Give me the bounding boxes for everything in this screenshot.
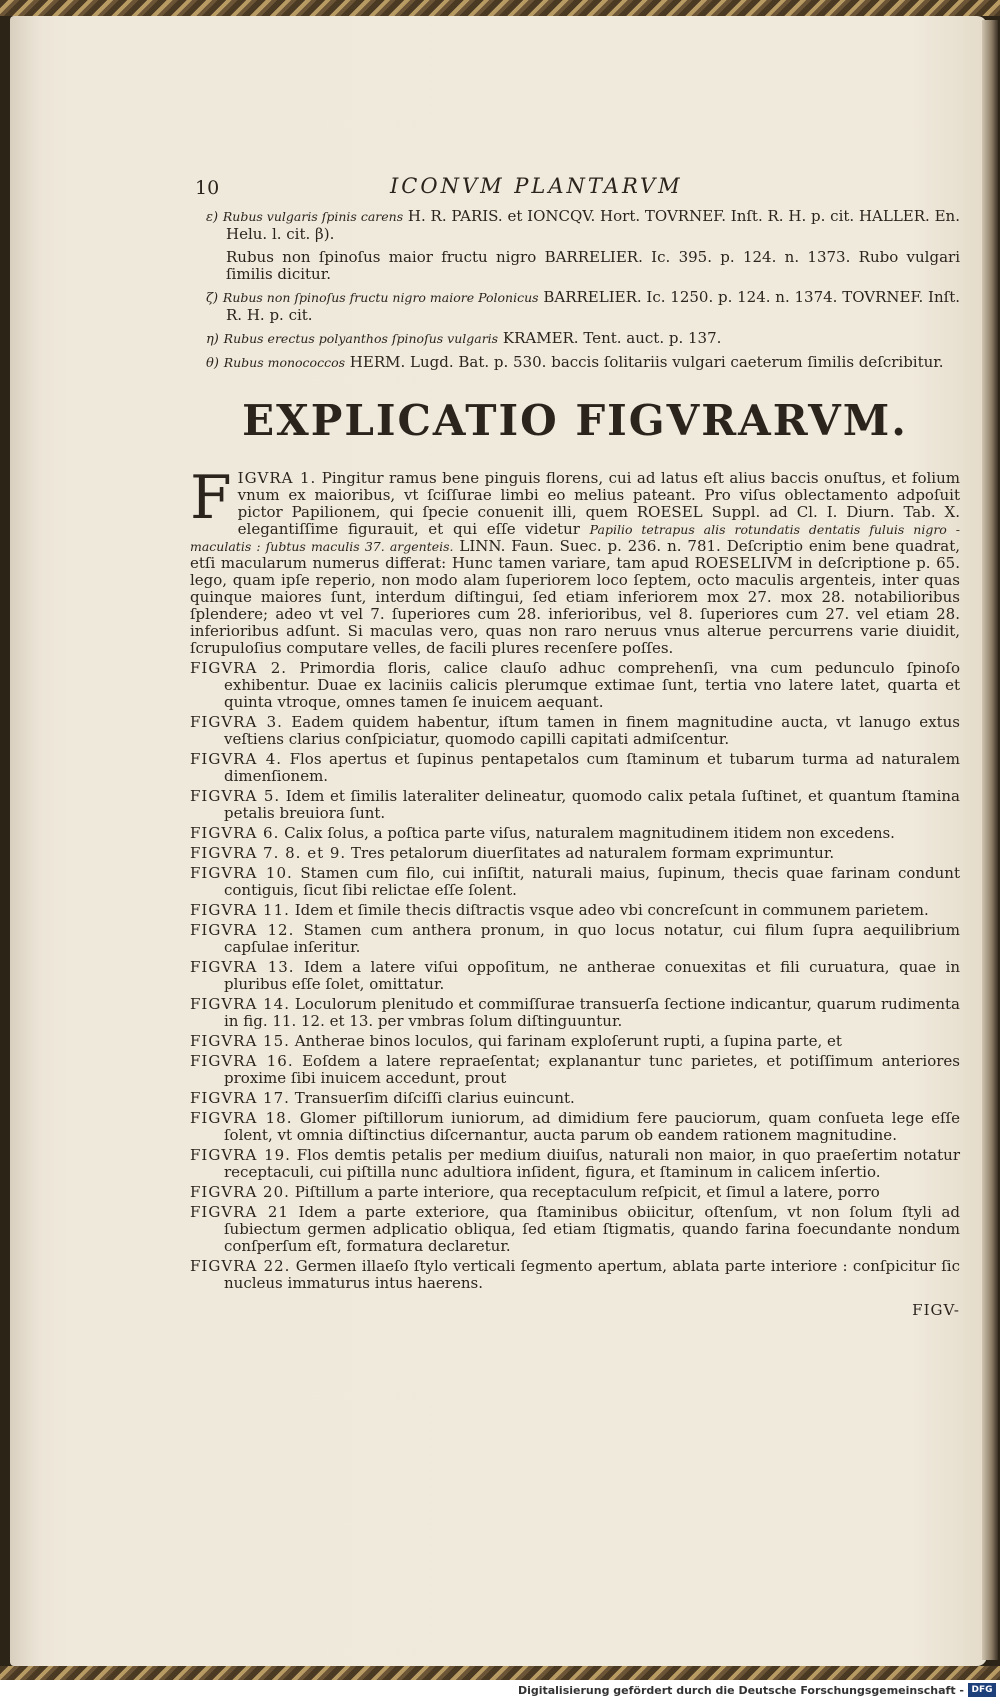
page-edge-shadow <box>982 20 998 1660</box>
figure-paragraph <box>190 865 960 899</box>
figure-label: FIGVRA 19. <box>190 1146 291 1164</box>
figure-paragraph <box>190 1053 960 1087</box>
figure-label: FIGVRA 6. <box>190 824 280 842</box>
figure-text: Flos demtis petalis per medium diuiſus, naturali non maior, in quo praeſertim notatur receptaculi, cui piſtilla nunc adultiora inſident, figura, et ſtaminum in calicem inſertio. <box>224 1146 960 1181</box>
figure-label: FIGVRA 22. <box>190 1257 291 1275</box>
figure-text: Transuerſim diſciſſi clarius euincunt. <box>294 1089 575 1107</box>
dfg-logo: DFG <box>968 1683 996 1697</box>
figure-text: Stamen cum anthera pronum, in quo locus notatur, cui filum ſupra aequilibrium capſulae inſeritur. <box>224 921 960 956</box>
figure-text: Loculorum plenitudo et commiſſurae transuerſa ſectione indicantur, quarum rudimenta in fig. 11. 12. et 13. per vmbras ſolum diſtinguuntur. <box>224 995 960 1030</box>
figure-text: Primordia floris, calice clauſo adhuc comprehenſi, vna cum pedunculo ſpinoſo exhibentur. Duae ex laciniis calicis plerumque extimae ſunt, tertia vno latere latet, quarta et quinta vtroque, omnes tamen ſe inuicem aequant. <box>224 659 961 711</box>
figure-label: FIGVRA 4. <box>190 750 283 768</box>
figure-text: Stamen cum filo, cui inſiſtit, naturali maius, ſupinum, thecis quae farinam condunt contiguis, ſicut ſibi relictae eſſe ſolent. <box>224 864 960 899</box>
bottom-binding-border <box>0 1666 1000 1680</box>
note-sub: Rubus non ſpinoſus maior fructu nigro BARRELIER. Ic. 395. p. 124. n. 1373. Rubo vulgari ſimilis dicitur. <box>226 248 960 283</box>
figure-text: Idem et ſimilis lateraliter delineatur, quomodo calix petala ſuſtinet, et quantum ſtamina petalis breuiora ſunt. <box>224 787 960 822</box>
figure-text: Idem et ſimile thecis diſtractis vsque adeo vbi concreſcunt in communem parietem. <box>294 901 929 919</box>
figure-label: FIGVRA 17. <box>190 1089 290 1107</box>
figure-paragraph <box>190 996 960 1030</box>
note-zeta: ζ) Rubus non ſpinoſus fructu nigro maiore Polonicus BARRELIER. Ic. 1250. p. 124. n. 1374. TOVRNEF. Inſt. R. H. p. cit. <box>206 288 960 324</box>
figure-paragraph <box>190 714 960 748</box>
figure-label: FIGVRA 18. <box>190 1109 293 1127</box>
page-number: 10 <box>195 177 220 199</box>
figure-paragraph <box>190 1184 960 1201</box>
figure-text: Flos apertus et ſupinus pentapetalos cum ſtaminum et tubarum turma ad naturalem dimenſionem. <box>224 750 960 785</box>
section-heading: EXPLICATIO FIGVRARVM. <box>242 396 908 445</box>
figure-text: Tres petalorum diuerſitates ad naturalem formam exprimuntur. <box>350 844 835 862</box>
figure-label: FIGVRA 2. <box>190 659 288 677</box>
figure-text: Antherae binos loculos, qui farinam exploſerunt rupti, a ſupina parte, et <box>294 1032 842 1050</box>
figure-paragraph <box>190 1110 960 1144</box>
figure-text: Idem a parte exteriore, qua ſtaminibus obiicitur, oſtenſum, vt non ſolum ſtyli ad ſubiectum germen adplicatio obliqua, ſed etiam ſtigmatis, quando farina foecundante nondum conſperſum eſt, formatura declaretur. <box>224 1203 960 1255</box>
figure-label: FIGVRA 15. <box>190 1032 290 1050</box>
figure-paragraph <box>190 751 960 785</box>
figure-paragraph <box>190 845 960 862</box>
top-binding-border <box>0 0 1000 16</box>
figure-paragraph <box>190 1033 960 1050</box>
figure-1-paragraph: FIGVRA 1. Pingitur ramus bene pinguis florens, cui ad latus eſt alius baccis onuſtus, et folium vnum ex maioribus, vt ſciſſurae limbi eo melius pateant. Pro viſus oblectamento adpoſuit pictor Papilionem, qui ſpecie conuenit illi, quem ROESEL Suppl. ad Cl. I. Diurn. Tab. X. elegantiſſime figurauit, et qui eſſe videtur Papilio tetrapus alis rotundatis dentatis fuluis nigro - maculatis : ſubtus maculis 37. argenteis. LINN. Faun. Suec. p. 236. n. 781. Deſcriptio enim bene quadrat, etſi macularum numerus differat: Hunc tamen variare, tam apud ROESELIVM in deſcriptione p. 65. lego, quam ipſe reperio, non modo alam ſuperiorem loco ſeptem, octo maculis argenteis, inter quas quinque maiores ſunt, interdum diſtingui, ſed etiam inferiorem mox 27. mox 28. notabilioribus ſplendere; adeo vt vel 7. ſuperiores cum 28. inferioribus, vel 8. ſuperiores cum 27. vel etiam 28. inferioribus adſunt. Si maculas vero, quas non raro neruus vnus alterue percurrens varie diuidit, ſcrupuloſius computare velles, de facili plures recenſere poſſes. <box>190 463 960 657</box>
figure-paragraph <box>190 959 960 993</box>
figure-label: FIGVRA 7. 8. et 9. <box>190 844 347 862</box>
figure-label: FIGVRA 5. <box>190 787 281 805</box>
figure-paragraph <box>190 825 960 842</box>
note-eta: η) Rubus erectus polyanthos ſpinoſus vulgaris KRAMER. Tent. auct. p. 137. <box>206 329 722 347</box>
figure-label: FIGVRA 16. <box>190 1052 294 1070</box>
figure-list <box>190 660 960 1292</box>
figure-text: Idem a latere viſui oppoſitum, ne antherae conuexitas et fili curuatura, quae in pluribus eſſe ſolet, omittatur. <box>224 958 960 993</box>
figure-label: FIGVRA 11. <box>190 901 290 919</box>
figure-text: Eadem quidem habentur, iſtum tamen in finem magnitudine aucta, vt lanugo extus veſtiens clarius conſpiciatur, quomodo capilli capitati admiſcentur. <box>224 713 960 748</box>
figure-text: Eoſdem a latere repraeſentat; explanantur tunc parietes, et potiſſimum anteriores proxime ſibi inuicem accedunt, prout <box>224 1052 960 1087</box>
note-theta: θ) Rubus monococcos HERM. Lugd. Bat. p. 530. baccis ſolitariis vulgari caeterum ſimilis deſcribitur. <box>206 353 944 371</box>
figure-text: Glomer piſtillorum iuniorum, ad dimidium fere pauciorum, quam conſueta lege eſſe ſolent, vt omnia diſtinctius diſcernantur, aucta parum ob eandem rationem magnitudine. <box>224 1109 960 1144</box>
figure-paragraph <box>190 1090 960 1107</box>
catchword: FIGV- <box>912 1301 960 1319</box>
figure-paragraph <box>190 902 960 919</box>
figure-label: FIGVRA 3. <box>190 713 283 731</box>
figure-label: FIGVRA 21 <box>190 1203 289 1221</box>
running-head <box>190 174 960 208</box>
figure-label: FIGVRA 10. <box>190 864 293 882</box>
figure-paragraph <box>190 1204 960 1255</box>
figure-paragraph <box>190 788 960 822</box>
figure-text: Germen illaeſo ſtylo verticali ſegmento apertum, ablata parte interiore : conſpicitur ſic nucleus immaturus intus haerens. <box>224 1257 960 1292</box>
figure-paragraph <box>190 660 960 711</box>
figure-paragraph <box>190 1147 960 1181</box>
figure-label: FIGVRA 20. <box>190 1183 290 1201</box>
notes-list <box>190 208 960 372</box>
footer-credit: Digitalisierung gefördert durch die Deutsche Forschungsgemeinschaft - <box>517 1684 964 1697</box>
running-title: ICONVM PLANTARVM <box>390 174 683 198</box>
figure-text: Calix ſolus, a poſtica parte viſus, naturalem magnitudinem itidem non excedens. <box>284 824 895 842</box>
figure-label: FIGVRA 14. <box>190 995 290 1013</box>
figure-label: FIGVRA 12. <box>190 921 295 939</box>
page-content <box>190 174 961 1319</box>
drop-cap: F <box>190 463 232 533</box>
figure-label: FIGVRA 13. <box>190 958 295 976</box>
figure-paragraph <box>190 1258 960 1292</box>
note-epsilon: ε) Rubus vulgaris ſpinis carens H. R. PARIS. et IONCQV. Hort. TOVRNEF. Inſt. R. H. p. cit. HALLER. En. Helu. l. cit. β). <box>206 207 960 243</box>
figure-paragraph <box>190 922 960 956</box>
figure-text: Piſtillum a parte interiore, qua receptaculum reſpicit, et ſimul a latere, porro <box>294 1183 880 1201</box>
